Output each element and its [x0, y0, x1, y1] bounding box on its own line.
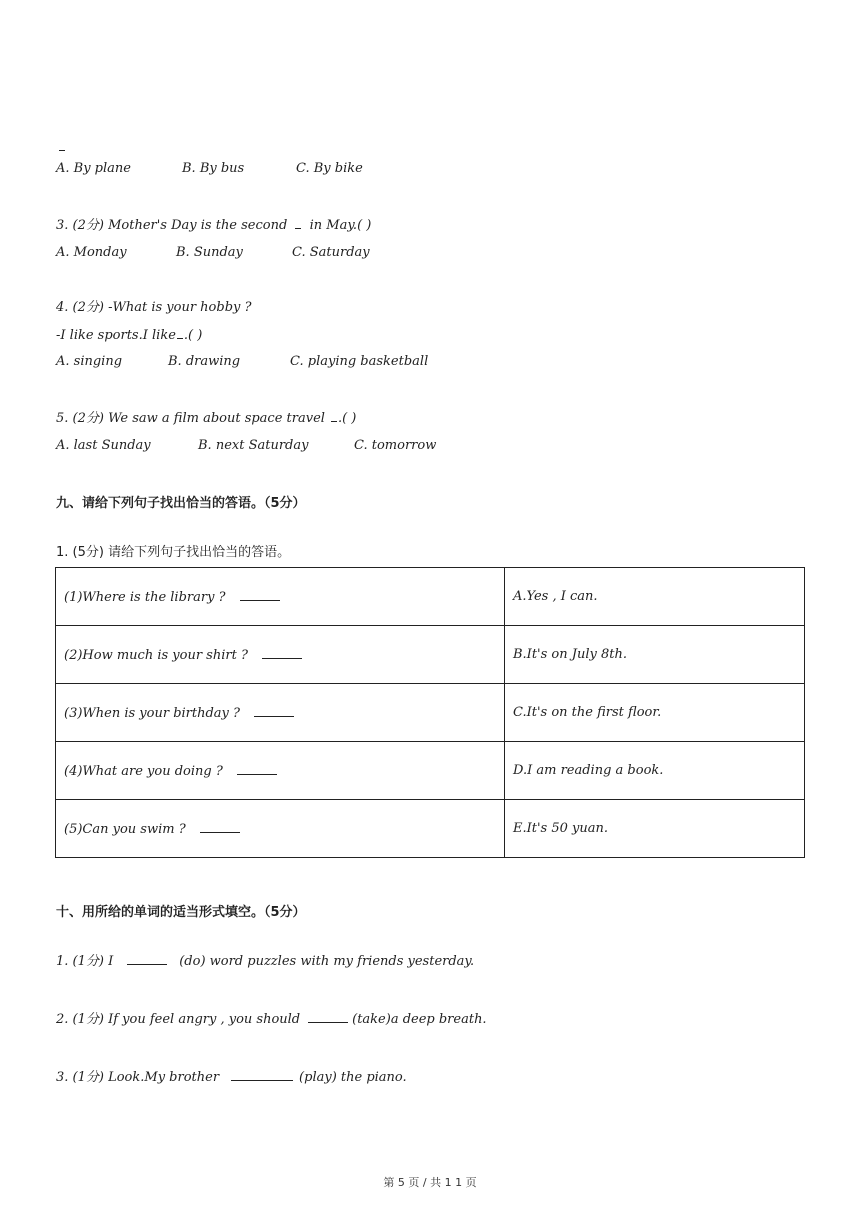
question-cell: [56, 684, 505, 742]
section-9-subheading: 1. (5分) 请给下列句子找出恰当的答语。: [56, 545, 291, 560]
answer-blank[interactable]: [231, 1068, 293, 1081]
page-footer: 第 5 页 / 共 1 1 页: [383, 1176, 477, 1189]
table-row: [56, 800, 805, 858]
answer-blank[interactable]: [295, 216, 301, 229]
question-cell: [56, 568, 505, 626]
question-4-stem: 4. (2分) -What is your hobby ?: [56, 300, 252, 315]
question-5-text: 5. (2分) We saw a film about space travel: [56, 411, 325, 426]
table-row: [56, 742, 805, 800]
question-text: (4)What are you doing ?: [64, 764, 223, 779]
question-4-text: -I like sports.I like: [56, 328, 176, 343]
fill-item-3: [56, 1068, 407, 1087]
question-cell: [56, 742, 505, 800]
answer-cell: C.It's on the first floor.: [505, 684, 805, 742]
section-9-heading: 九、请给下列句子找出恰当的答语。（5分）: [56, 496, 306, 511]
option-c: C. By bike: [296, 161, 363, 176]
option-a: A. singing: [56, 354, 123, 369]
option-c: C. playing basketball: [290, 354, 429, 369]
answer-blank[interactable]: [331, 409, 337, 422]
answer-blank[interactable]: [240, 588, 280, 601]
fill-item-2: [56, 1010, 487, 1029]
question-text: (5)Can you swim ?: [64, 822, 186, 837]
question-3-text-end: in May.( ): [309, 218, 372, 233]
table-row: [56, 626, 805, 684]
option-b: B. next Saturday: [198, 438, 309, 453]
fill-item-1: [56, 952, 474, 971]
question-cell: [56, 800, 505, 858]
table-row: [56, 684, 805, 742]
fill-item-text: 3. (1分) Look.My brother: [56, 1070, 220, 1085]
answer-blank[interactable]: [177, 326, 183, 339]
option-b: B. Sunday: [176, 245, 243, 260]
fill-item-text-end: (take)a deep breath.: [352, 1012, 487, 1027]
answer-blank[interactable]: [127, 952, 167, 965]
option-b: B. By bus: [182, 161, 245, 176]
answer-cell: A.Yes , I can.: [505, 568, 805, 626]
option-c: C. Saturday: [292, 245, 370, 260]
section-10-heading: 十、用所给的单词的适当形式填空。（5分）: [56, 905, 306, 920]
fill-item-text-end: (do) word puzzles with my friends yesterday.: [179, 954, 475, 969]
question-5-stem: [56, 409, 356, 428]
table-row: [56, 568, 805, 626]
answer-blank[interactable]: [262, 646, 302, 659]
fill-item-text-end: (play) the piano.: [299, 1070, 407, 1085]
question-text: (3)When is your birthday ?: [64, 706, 241, 721]
answer-blank[interactable]: [308, 1010, 348, 1023]
answer-cell: E.It's 50 yuan.: [505, 800, 805, 858]
question-3-stem: [56, 216, 371, 235]
question-text: (2)How much is your shirt ?: [64, 648, 248, 663]
answer-blank[interactable]: [200, 820, 240, 833]
question-3-options: [56, 244, 456, 262]
answer-cell: B.It's on July 8th.: [505, 626, 805, 684]
question-text: (1)Where is the library ?: [64, 590, 226, 605]
answer-cell: D.I am reading a book.: [505, 742, 805, 800]
option-a: A. By plane: [56, 161, 131, 176]
answer-blank[interactable]: [254, 704, 294, 717]
fill-item-text: 2. (1分) If you feel angry , you should: [56, 1012, 301, 1027]
option-a: A. last Sunday: [56, 438, 151, 453]
question-4-line2: [56, 326, 202, 345]
question-3-text: 3. (2分) Mother's Day is the second: [56, 218, 288, 233]
question-4-options: [56, 353, 476, 371]
option-c: C. tomorrow: [354, 438, 437, 453]
option-b: B. drawing: [168, 354, 241, 369]
matching-table: [55, 567, 805, 858]
question-2-options: [56, 160, 456, 178]
question-cell: [56, 626, 505, 684]
fill-item-text: 1. (1分) I: [56, 954, 114, 969]
answer-blank-mark: [59, 150, 65, 151]
question-5-text-end: .( ): [337, 411, 357, 426]
answer-blank[interactable]: [237, 762, 277, 775]
question-5-options: [56, 437, 476, 455]
question-4-text-end: .( ): [183, 328, 203, 343]
option-a: A. Monday: [56, 245, 127, 260]
